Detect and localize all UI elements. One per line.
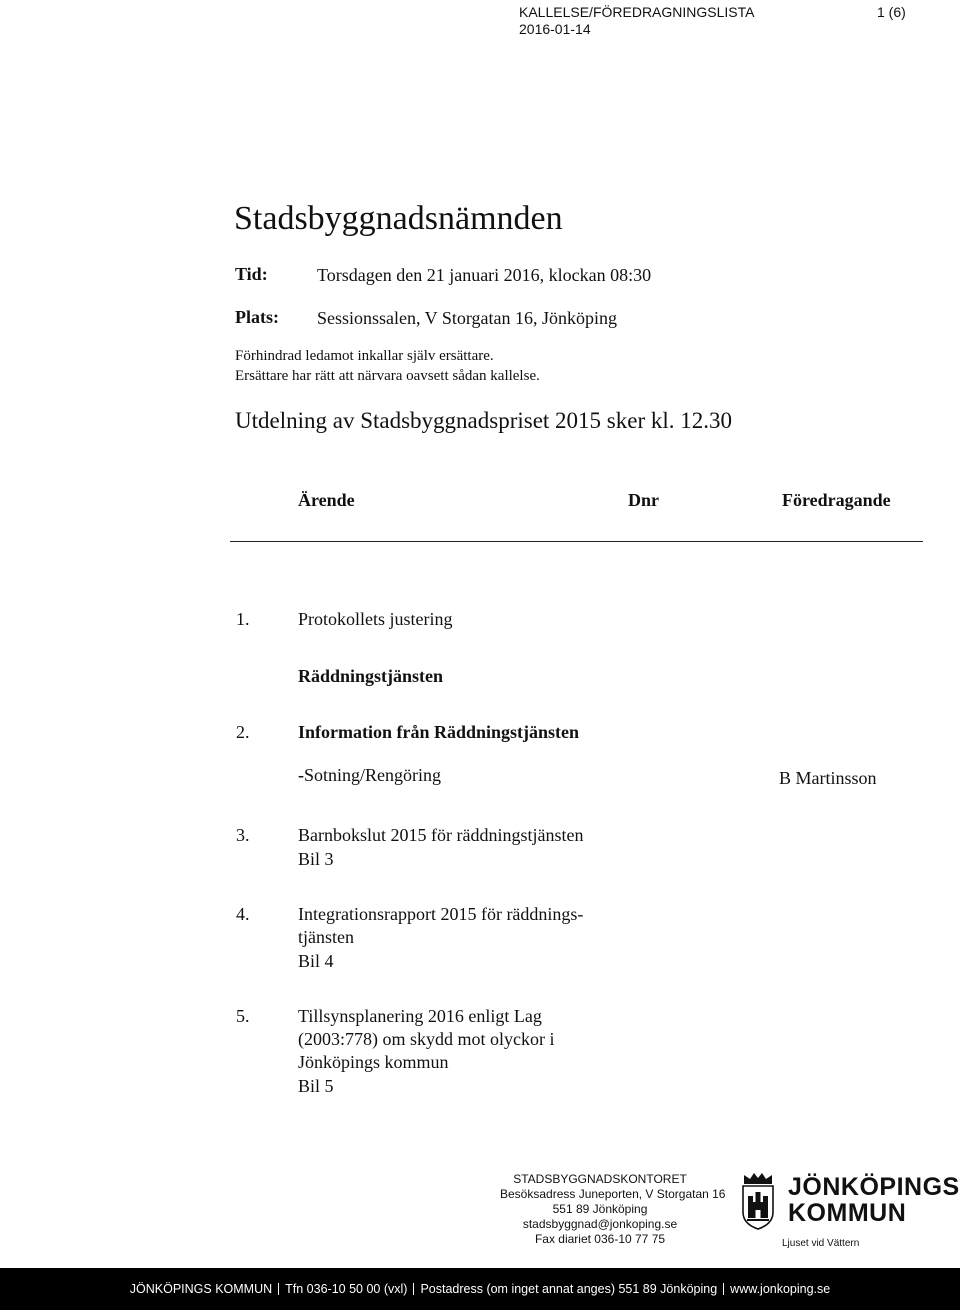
footer-bar	[0, 1268, 960, 1310]
column-heading-dnr: Dnr	[628, 490, 659, 510]
office-address-block	[500, 1172, 726, 1247]
item-2-title: Information från Räddningstjänsten	[298, 722, 580, 742]
note-substitute: Förhindrad ledamot inkallar själv ersättare.	[235, 348, 494, 364]
item-1-title: Protokollets justering	[298, 609, 453, 629]
office-name: STADSBYGGNADSKONTORET	[513, 1172, 687, 1186]
column-divider	[230, 541, 923, 542]
item-2-subtitle-text: Sotning/Rengöring	[304, 765, 442, 785]
note-attendance: Ersättare har rätt att närvara oavsett sådan kallelse.	[235, 368, 540, 384]
item-3-title: Barnbokslut 2015 för räddningstjänsten	[298, 825, 584, 845]
footer-org: JÖNKÖPINGS KOMMUN	[129, 1282, 273, 1296]
footer-separator	[723, 1283, 724, 1295]
document-type: KALLELSE/FÖREDRAGNINGSLISTA	[519, 4, 755, 20]
office-fax: Fax diariet 036-10 77 75	[534, 1232, 666, 1246]
footer-separator	[278, 1283, 279, 1295]
time-value: Torsdagen den 21 januari 2016, klockan 08:30	[317, 265, 652, 285]
item-1-number: 1.	[236, 609, 250, 629]
footer-web-link[interactable]: www.jonkoping.se	[730, 1282, 831, 1296]
place-label: Plats:	[235, 307, 279, 327]
wordmark-line-1: JÖNKÖPINGS	[788, 1173, 960, 1201]
place-value: Sessionssalen, V Storgatan 16, Jönköping	[317, 308, 618, 328]
footer-postal: Postadress (om inget annat anges) 551 89 Jönköping	[420, 1282, 718, 1296]
item-5-title-line2: (2003:778) om skydd mot olyckor i	[298, 1029, 555, 1049]
item-2-subtitle-dash: -	[298, 765, 304, 785]
office-postal: 551 89 Jönköping	[552, 1202, 648, 1216]
item-3-number: 3.	[236, 825, 250, 845]
item-5-title-line1: Tillsynsplanering 2016 enligt Lag	[298, 1006, 542, 1026]
item-4-attachment: Bil 4	[298, 951, 334, 971]
item-4-number: 4.	[236, 904, 250, 924]
municipality-wordmark	[788, 1174, 960, 1226]
office-email[interactable]: stadsbyggnad@jonkoping.se	[522, 1217, 678, 1231]
wordmark-line-2: KOMMUN	[788, 1199, 907, 1227]
footer-separator	[413, 1283, 414, 1295]
footer-phone: Tfn 036-10 50 00 (vxl)	[285, 1282, 408, 1296]
column-heading-presenter: Föredragande	[782, 490, 891, 510]
announcement: Utdelning av Stadsbyggnadspriset 2015 sker kl. 12.30	[235, 408, 733, 433]
item-4-title-line1: Integrationsrapport 2015 för räddnings-	[298, 904, 584, 924]
coat-of-arms-icon	[740, 1172, 776, 1230]
office-address: Besöksadress Juneporten, V Storgatan 16	[500, 1187, 726, 1201]
column-heading-item: Ärende	[298, 490, 355, 510]
page-number: 1 (6)	[877, 4, 906, 20]
item-5-title-line3: Jönköpings kommun	[298, 1052, 449, 1072]
time-label: Tid:	[235, 264, 268, 284]
item-5-attachment: Bil 5	[298, 1076, 334, 1096]
page-title: Stadsbyggnadsnämnden	[234, 200, 563, 237]
item-4-title-line2: tjänsten	[298, 927, 354, 947]
municipality-tagline: Ljuset vid Vättern	[782, 1238, 860, 1249]
document-date: 2016-01-14	[519, 21, 591, 37]
item-2-subtitle	[298, 765, 441, 786]
item-3-attachment: Bil 3	[298, 849, 334, 869]
item-2-number: 2.	[236, 722, 250, 742]
section-heading: Räddningstjänsten	[298, 666, 444, 686]
item-5-number: 5.	[236, 1006, 250, 1026]
item-2-presenter: B Martinsson	[779, 768, 877, 788]
